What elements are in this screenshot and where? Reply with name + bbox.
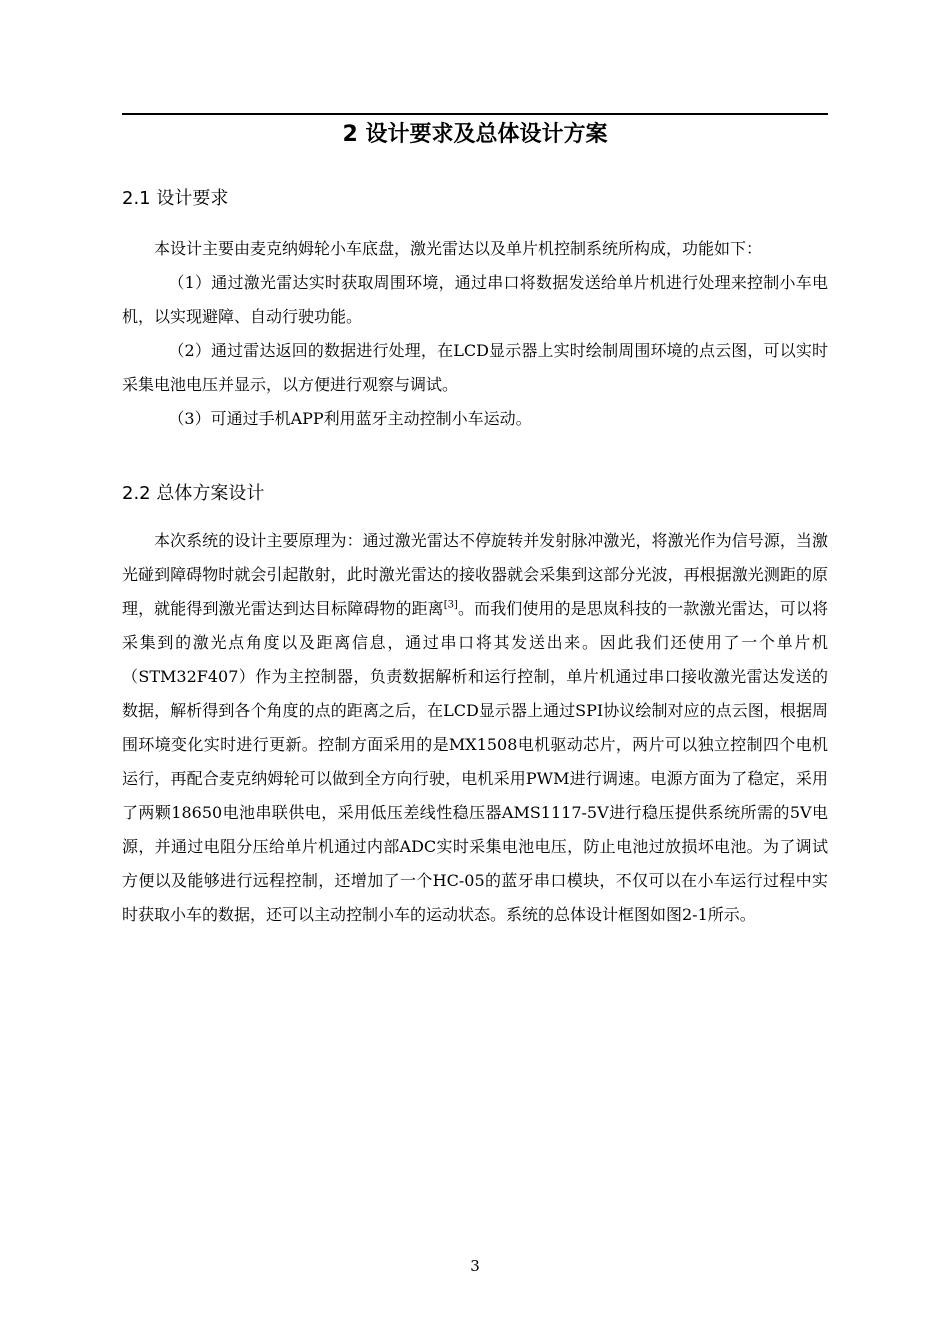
- page-number: 3: [470, 1257, 480, 1275]
- section-heading-2-1: 2.1 设计要求: [122, 188, 229, 209]
- requirement-item-1: （1）通过激光雷达实时获取周围环境，通过串口将数据发送给单片机进行处理来控制小车电机，以实现避障、自动行驶功能。: [122, 273, 828, 326]
- requirement-item-2: （2）通过雷达返回的数据进行处理，在LCD显示器上实时绘制周围环境的点云图，可以实时采集电池电压并显示，以方便进行观察与调试。: [122, 341, 828, 394]
- citation-ref: [3]: [443, 599, 458, 611]
- paragraph-design: [122, 524, 828, 932]
- chapter-title: 2 设计要求及总体设计方案: [342, 122, 608, 147]
- section-body-2-2: [122, 524, 828, 932]
- paragraph-design-part1: 本次系统的设计主要原理为：通过激光雷达不停旋转并发射脉冲激光，将激光作为信号源，当激光碰到障碍物时就会引起散射，此时激光雷达的接收器就会采集到这部分光波，再根据激光测距的原理，就能得到激光雷达到达目标障碍物的距离: [122, 531, 828, 618]
- paragraph-intro: 本设计主要由麦克纳姆轮小车底盘，激光雷达以及单片机控制系统所构成，功能如下：: [154, 239, 763, 258]
- header-rule: [122, 113, 828, 115]
- section-heading-2-2: 2.2 总体方案设计: [122, 483, 265, 504]
- section-body-2-1: [122, 232, 828, 436]
- requirement-item-3: （3）可通过手机APP利用蓝牙主动控制小车运动。: [168, 409, 532, 428]
- paragraph-design-part2: 。而我们使用的是思岚科技的一款激光雷达，可以将采集到的激光点角度以及距离信息，通过串口将其发送出来。因此我们还使用了一个单片机（STM32F407）作为主控制器，负责数据解析和运行控制，单片机通过串口接收激光雷达发送的数据，解析得到各个角度的点的距离之后，在LCD显示器上通过SPI协议绘制对应的点云图，根据周围环境变化实时进行更新。控制方面采用的是MX1508电机驱动芯片，两片可以独立控制四个电机运行，再配合麦克纳姆轮可以做到全方向行驶，电机采用PWM进行调速。电源方面为了稳定，采用了两颗18650电池串联供电，采用低压差线性稳压器AMS1117-5V进行稳压提供系统所需的5V电源，并通过电阻分压给单片机通过内部ADC实时采集电池电压，防止电池过放损坏电池。为了调试方便以及能够进行远程控制，还增加了一个HC-05的蓝牙串口模块，不仅可以在小车运行过程中实时获取小车的数据，还可以主动控制小车的运动状态。系统的总体设计框图如图2-1所示。: [122, 599, 828, 924]
